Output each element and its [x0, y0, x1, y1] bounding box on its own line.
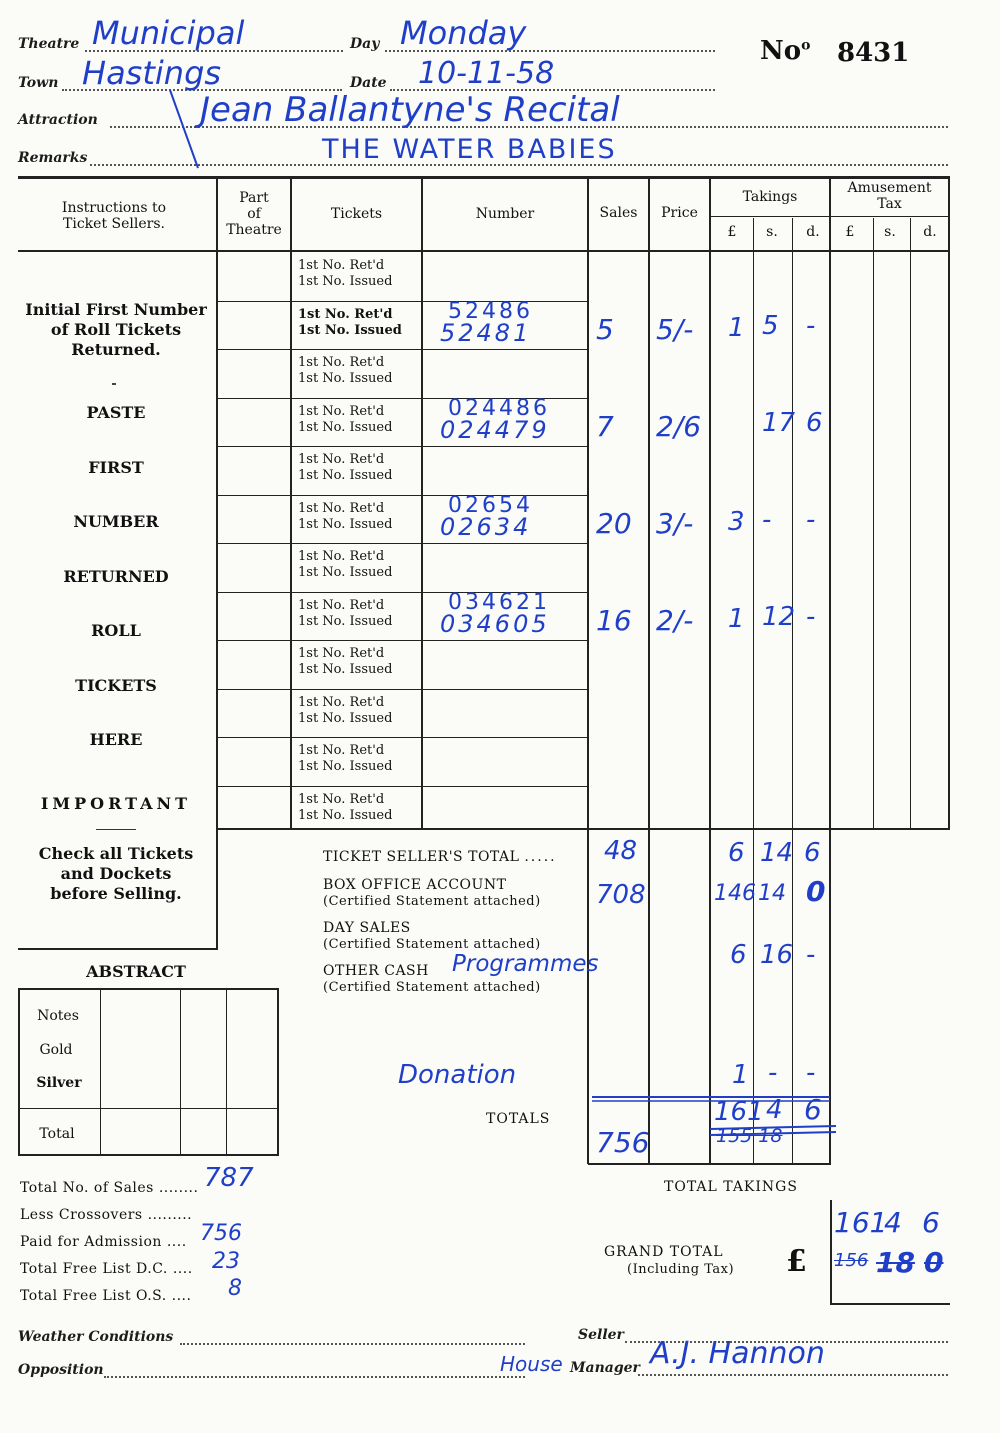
- stat-free-list-dc-label: Total Free List D.C. ....: [20, 1261, 193, 1277]
- totals-struck-value: 155 18: [716, 1125, 783, 1147]
- total-takings-label: TOTAL TAKINGS: [664, 1179, 798, 1195]
- manager-signature: A.J. Hannon: [650, 1336, 825, 1371]
- instruction-number: NUMBER: [73, 512, 159, 531]
- totals-pence: 6: [804, 1093, 822, 1126]
- ticket-issued-label: 1st No. Issued: [298, 807, 393, 823]
- ticket-returned-label: 1st No. Ret'd: [298, 403, 385, 419]
- ticket-row-sales: 5: [596, 312, 614, 346]
- ticket-returned-label: 1st No. Ret'd: [298, 646, 385, 661]
- box-office-label: BOX OFFICE ACCOUNT: [323, 877, 507, 893]
- donation-pence: -: [806, 1058, 816, 1088]
- pound-sign: £: [786, 1244, 807, 1279]
- town-value: Hastings: [82, 54, 222, 92]
- ticket-issued-label: 1st No. Issued: [298, 468, 393, 483]
- box-office-pence: 0: [806, 875, 826, 908]
- ticket-row-shillings: -: [762, 504, 772, 535]
- ticket-returned-label: 1st No. Ret'd: [298, 306, 393, 322]
- day-sales-label: DAY SALES: [323, 920, 411, 936]
- attraction-value: Jean Ballantyne's Recital: [200, 90, 620, 130]
- other-cash-pence: -: [806, 940, 816, 970]
- box-office-pounds: 146: [714, 881, 756, 906]
- date-label: Date: [350, 75, 387, 91]
- ticket-returned-label: 1st No. Ret'd: [298, 355, 385, 370]
- ticket-issued-label: 1st No. Issued: [298, 419, 393, 435]
- theatre-label: Theatre: [18, 36, 80, 52]
- ticket-row-sales: 7: [596, 409, 614, 443]
- ticket-row-sales: 16: [596, 603, 632, 637]
- totals-sales: 756: [596, 1126, 650, 1159]
- date-value: 10-11-58: [418, 56, 555, 91]
- manager-label: Manager: [570, 1360, 640, 1376]
- ticket-number-issued: 02634: [440, 512, 532, 541]
- remarks-value: THE WATER BABIES: [322, 134, 617, 165]
- ticket-issued-label: 1st No. Issued: [298, 565, 393, 580]
- stat-paid-admission-value: 756: [200, 1221, 242, 1246]
- ticket-issued-label: 1st No. Issued: [298, 371, 393, 386]
- stat-less-crossovers-label: Less Crossovers .........: [20, 1207, 193, 1223]
- ticket-row-price: 3/-: [656, 506, 694, 540]
- ticket-returned-label: 1st No. Ret'd: [298, 500, 385, 516]
- ticket-row-pence: -: [806, 504, 816, 535]
- ticket-returned-label: 1st No. Ret'd: [298, 743, 385, 758]
- ticket-row-price: 2/-: [656, 603, 694, 637]
- opposition-label: Opposition: [18, 1362, 104, 1378]
- ticket-number-returned: 02654: [448, 492, 533, 518]
- stat-free-list-dc-value: 23: [212, 1249, 240, 1274]
- ticket-number-returned: 52486: [448, 298, 533, 324]
- ticket-seller-total-label: TICKET SELLER'S TOTAL .....: [323, 849, 557, 865]
- stat-free-list-os-value: 8: [228, 1276, 242, 1301]
- ticket-issued-label: 1st No. Issued: [298, 710, 393, 726]
- instruction-returned: RETURNED: [63, 567, 169, 586]
- header-price: Price: [661, 205, 698, 221]
- header-number: Number: [475, 206, 535, 222]
- totals-shillings: 4: [766, 1095, 783, 1125]
- ticket-returned-label: 1st No. Ret'd: [298, 791, 385, 807]
- stat-total-sales-label: Total No. of Sales ........: [20, 1180, 199, 1196]
- ticket-returned-label: 1st No. Ret'd: [298, 597, 385, 613]
- other-cash-certified: (Certified Statement attached): [323, 980, 541, 995]
- ticket-returned-label: 1st No. Ret'd: [298, 452, 385, 467]
- remarks-label: Remarks: [18, 150, 88, 166]
- check-tickets-instruction: Check all Tickets and Dockets before Selling.: [38, 844, 194, 903]
- grand-struck-shillings: 18: [876, 1246, 915, 1279]
- ticket-returned-label: 1st No. Ret'd: [298, 258, 385, 273]
- ticket-row-pounds: 1: [728, 603, 745, 634]
- grand-total-pence: 6: [922, 1206, 940, 1239]
- instruction-roll: ROLL: [91, 621, 141, 640]
- donation-pounds: 1: [732, 1060, 749, 1090]
- ticket-row-sales: 20: [596, 506, 632, 540]
- manager-prefix: House: [500, 1352, 563, 1376]
- day-sales-certified: (Certified Statement attached): [323, 937, 541, 952]
- abstract-total: Total: [39, 1126, 75, 1142]
- instruction-paste: PASTE: [86, 403, 146, 422]
- box-office-shillings: 14: [758, 881, 786, 906]
- ticket-returned-label: 1st No. Ret'd: [298, 549, 385, 564]
- takings-pence-head: d.: [806, 224, 820, 240]
- header-takings: Takings: [742, 189, 798, 205]
- grand-struck-pence: 0: [924, 1246, 944, 1279]
- ticket-issued-label: 1st No. Issued: [298, 759, 393, 774]
- totals-label: TOTALS: [486, 1111, 551, 1127]
- seller-total-pence: 6: [804, 838, 821, 868]
- including-tax-label: (Including Tax): [627, 1262, 735, 1277]
- ticket-issued-label: 1st No. Issued: [298, 274, 393, 289]
- ticket-row-price: 5/-: [656, 312, 694, 346]
- grand-total-label: GRAND TOTAL: [604, 1244, 724, 1260]
- box-office-certified: (Certified Statement attached): [323, 894, 541, 909]
- seller-label: Seller: [578, 1327, 624, 1343]
- ticket-row-pence: 6: [806, 407, 823, 438]
- ticket-issued-label: 1st No. Issued: [298, 322, 402, 338]
- grand-total-pounds: 161: [834, 1206, 888, 1239]
- header-amusement-tax: Amusement Tax: [847, 180, 932, 212]
- ticket-number-issued: 52481: [440, 318, 532, 347]
- day-label: Day: [350, 36, 380, 52]
- stat-free-list-os-label: Total Free List O.S. ....: [20, 1288, 192, 1304]
- abstract-notes: Notes: [37, 1008, 79, 1024]
- takings-shillings-head: s.: [766, 224, 778, 240]
- other-cash-label: OTHER CASH: [323, 963, 429, 979]
- tax-pounds-head: £: [845, 224, 855, 240]
- abstract-title: ABSTRACT: [86, 962, 186, 981]
- instruction-tickets: TICKETS: [75, 676, 157, 695]
- other-cash-pounds: 6: [730, 940, 747, 970]
- box-office-sales: 708: [596, 880, 646, 910]
- abstract-silver: Silver: [36, 1075, 82, 1091]
- totals-pounds: 161: [714, 1097, 764, 1127]
- other-cash-shillings: 16: [760, 940, 794, 970]
- ticket-row-pence: -: [806, 310, 816, 341]
- header-sales: Sales: [599, 205, 638, 221]
- takings-pounds-head: £: [727, 224, 737, 240]
- donation-note: Donation: [398, 1060, 517, 1090]
- ticket-row-shillings: 5: [762, 310, 779, 341]
- instruction-here: HERE: [89, 730, 143, 749]
- seller-total-shillings: 14: [760, 838, 794, 868]
- tax-shillings-head: s.: [884, 224, 896, 240]
- seller-total-pounds: 6: [728, 838, 745, 868]
- header-instructions: Instructions to Ticket Sellers.: [61, 200, 167, 232]
- day-value: Monday: [400, 14, 527, 52]
- ticket-issued-label: 1st No. Issued: [298, 516, 393, 532]
- weather-label: Weather Conditions: [18, 1329, 174, 1345]
- ticket-issued-label: 1st No. Issued: [298, 613, 393, 629]
- ticket-number-returned: 034621: [448, 589, 550, 615]
- grand-struck-pounds: 156: [834, 1250, 869, 1271]
- instruction-first: FIRST: [88, 458, 144, 477]
- other-cash-note: Programmes: [452, 951, 599, 977]
- initial-first-number-instruction: Initial First Number of Roll Tickets Returned.: [25, 300, 207, 359]
- instruction-important: IMPORTANT: [40, 794, 192, 813]
- serial-number: 8431: [837, 38, 910, 68]
- ticket-number-issued: 034605: [440, 609, 550, 638]
- ticket-row-pounds: 1: [728, 312, 745, 343]
- ticket-row-price: 2/6: [656, 409, 702, 443]
- header-part-of-theatre: Part of Theatre: [226, 190, 282, 238]
- stat-total-sales-value: 787: [204, 1163, 254, 1193]
- ticket-row-pence: -: [806, 601, 816, 632]
- abstract-gold: Gold: [39, 1042, 73, 1058]
- ticket-row-shillings: 17: [762, 407, 796, 438]
- ticket-returned-label: 1st No. Ret'd: [298, 694, 385, 710]
- tax-pence-head: d.: [923, 224, 937, 240]
- attraction-label: Attraction: [18, 112, 98, 128]
- ticket-issued-label: 1st No. Issued: [298, 662, 393, 677]
- ticket-number-issued: 024479: [440, 415, 550, 444]
- stat-paid-admission-label: Paid for Admission ....: [20, 1234, 187, 1250]
- theatre-value: Municipal: [92, 14, 245, 52]
- serial-prefix: No$^o$: [760, 36, 811, 66]
- ticket-number-returned: 024486: [448, 395, 550, 421]
- ticket-row-pounds: 3: [728, 506, 745, 537]
- seller-total-sales: 48: [604, 836, 638, 866]
- donation-shillings: -: [768, 1058, 778, 1088]
- header-tickets: Tickets: [330, 206, 383, 222]
- ticket-row-shillings: 12: [762, 601, 796, 632]
- grand-total-shillings: 4: [884, 1206, 902, 1239]
- town-label: Town: [18, 75, 59, 91]
